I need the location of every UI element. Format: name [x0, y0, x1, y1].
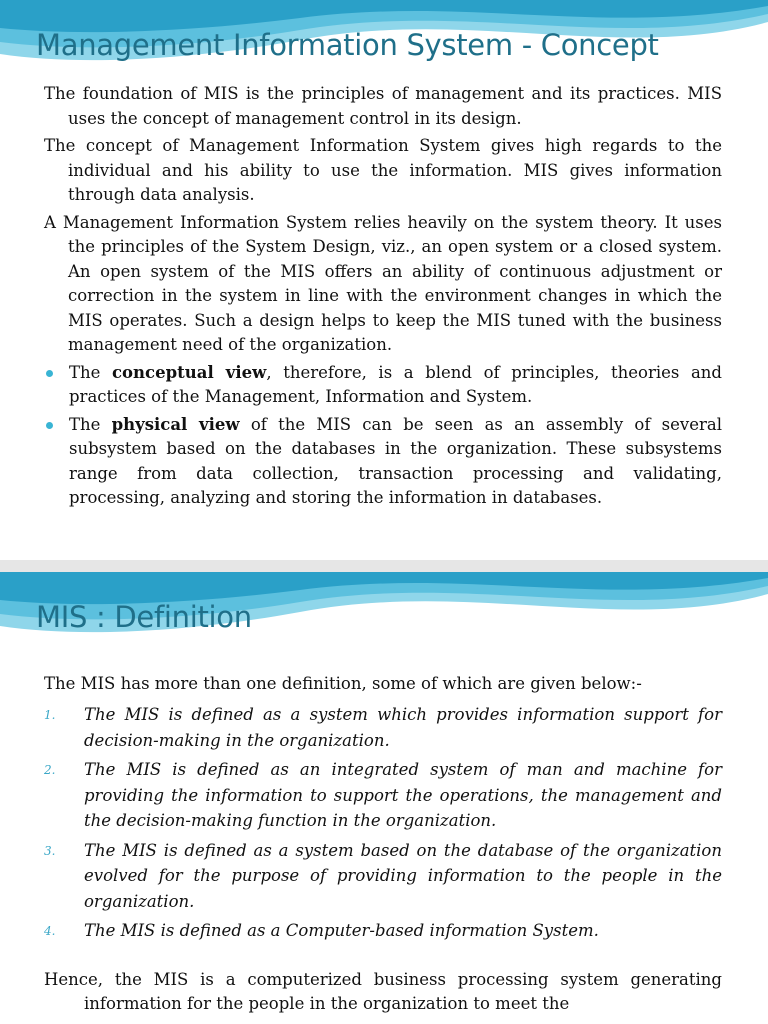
- definition-item: 3. The MIS is defined as a system based on the database of the organization evolved for the purpose of providing information to the people in the organization.: [44, 840, 722, 911]
- conclusion-text: Hence, the MIS is a computerized business processing system generating information for the people in the organization to meet the: [44, 969, 722, 1013]
- bullet-dot-icon: [46, 422, 53, 429]
- bullet-dot-icon: [46, 370, 53, 377]
- slide-separator: [0, 560, 768, 572]
- slide-title: MIS : Definition: [36, 600, 252, 634]
- list-number: 2.: [44, 763, 56, 777]
- slide-title: Management Information System - Concept: [36, 28, 659, 62]
- list-number: 4.: [44, 924, 56, 938]
- list-number: 1.: [44, 708, 56, 722]
- bold-term: physical view: [111, 414, 240, 434]
- slide-body: [44, 672, 722, 1016]
- definition-item: 4. The MIS is defined as a Computer-based information System.: [44, 918, 722, 944]
- list-number: 3.: [44, 843, 56, 858]
- slide-body: [44, 82, 722, 514]
- paragraph: The foundation of MIS is the principles of management and its practices. MIS uses the concept of management control in its design.: [44, 84, 722, 128]
- definition-list: [44, 702, 722, 944]
- definition-item: 2. The MIS is defined as an integrated system of man and machine for providing the information to support the operations, the management and the decision-making function in the organization.: [44, 760, 722, 830]
- bold-term: conceptual view: [112, 362, 267, 382]
- paragraph: A Management Information System relies heavily on the system theory. It uses the principles of the System Design, viz., an open system or a closed system. An open system of the MIS offers an ability of continuous adjustment or correction in the system in line with the environment changes in which the MIS operates. Such a design helps to keep the MIS tuned with the business management need of the organization.: [44, 212, 722, 354]
- slide-mis-definition: [0, 572, 768, 1024]
- intro-text: The MIS has more than one definition, some of which are given below:-: [44, 674, 642, 693]
- paragraph: The concept of Management Information System gives high regards to the individual and his ability to use the information. MIS gives information through data analysis.: [44, 136, 722, 204]
- definition-item: 1. The MIS is defined as a system which provides information support for decision-making in the organization.: [44, 705, 722, 750]
- bullet-item: The conceptual view, therefore, is a blend of principles, theories and practices of the Management, Information and System.: [44, 361, 722, 410]
- bullet-item: The physical view of the MIS can be seen as an assembly of several subsystem based on the databases in the organization. These subsystems range from data collection, transaction processing and validating, processing, analyzing and storing the information in databases.: [44, 413, 722, 511]
